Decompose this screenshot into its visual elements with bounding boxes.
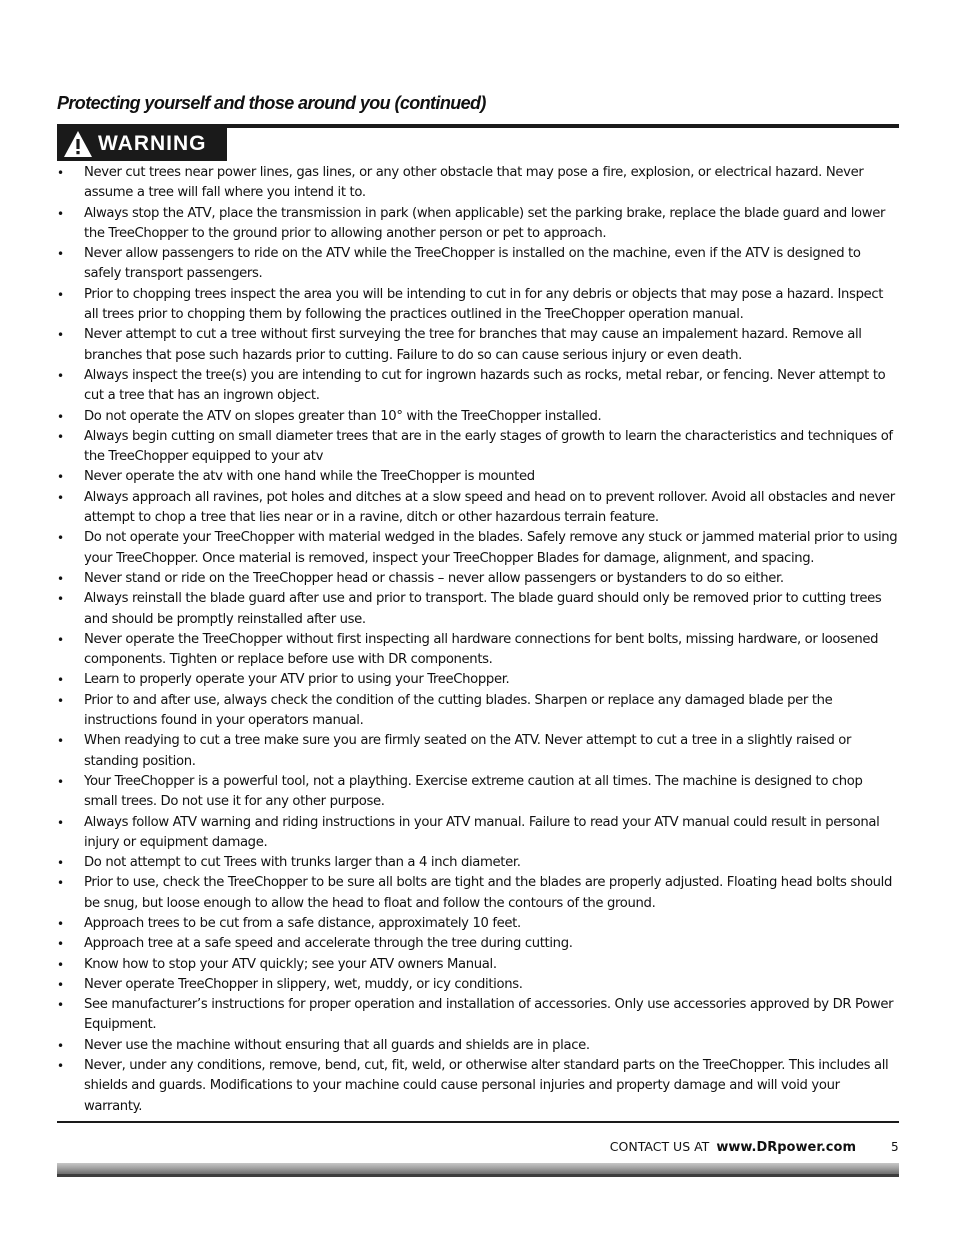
bullet-icon: • [57,1059,64,1074]
bullet-icon: • [57,856,64,871]
bullet-icon: • [57,429,64,444]
bullet-icon: • [57,368,64,383]
warning-item [56,914,898,934]
warning-text: Do not operate the ATV on slopes greater than 10° with the TreeChopper installed. [84,408,602,424]
warning-text: Always inspect the tree(s) you are intending to cut for ingrown hazards such as rocks, metal rebar, or fencing. Never attempt to cut a tree that has an ingrown object. [84,367,886,404]
warning-item [56,366,898,407]
warning-text: Prior to and after use, always check the condition of the cutting blades. Sharpen or replace any damaged blade per the instructions found in your operators manual. [84,692,833,729]
warning-item [56,407,898,427]
warning-item [56,204,898,245]
bullet-icon: • [57,876,64,891]
bullet-icon: • [57,287,64,302]
bullet-icon: • [57,592,64,607]
bullet-icon: • [57,531,64,546]
warning-item [56,873,898,914]
warning-text: Never stand or ride on the TreeChopper head or chassis – never allow passengers or bystanders to do so either. [84,570,784,586]
warning-text: Never cut trees near power lines, gas lines, or any other obstacle that may pose a fire, explosion, or electrical hazard. Never assume a tree will fall where you intend it to. [84,165,864,201]
bullet-icon: • [57,206,64,221]
warning-item [56,955,898,975]
warning-item [56,772,898,813]
warning-triangle-icon [63,130,93,158]
bullet-icon: • [57,328,64,343]
warning-text: Do not attempt to cut Trees with trunks larger than a 4 inch diameter. [84,855,521,871]
warning-text: Never operate TreeChopper in slippery, wet, muddy, or icy conditions. [84,976,523,992]
warning-text: Never, under any conditions, remove, bend, cut, fit, weld, or otherwise alter standard parts on the TreeChopper. This includes all shields and guards. Modifications to your machine could cause personal injuries and property damage and will void your warranty. [84,1058,889,1114]
page-title: Protecting yourself and those around you (continued) [57,93,486,113]
website-link[interactable]: www.DRpower.com [716,1140,856,1155]
warning-item [56,731,898,772]
warning-text: Your TreeChopper is a powerful tool, not a plaything. Exercise extreme caution at all times. The machine is designed to chop small trees. Do not use it for any other purpose. [84,773,863,810]
warning-text: Approach tree at a safe speed and accelerate through the tree during cutting. [84,936,573,952]
warning-text: Prior to chopping trees inspect the area you will be intending to cut in for any debris or objects that may pose a hazard. Inspect all trees prior to chopping them by following the practices outlined in the TreeChopper operation manual. [84,286,884,323]
bullet-icon: • [57,470,64,485]
bullet-icon: • [57,571,64,586]
warning-text: Never use the machine without ensuring that all guards and shields are in place. [84,1037,590,1053]
bullet-icon: • [57,937,64,952]
warning-text: Always reinstall the blade guard after use and prior to transport. The blade guard should only be removed prior to cutting trees and should be promptly reinstalled after use. [84,591,882,627]
warning-text: Always begin cutting on small diameter trees that are in the early stages of growth to learn the characteristics and techniques of the TreeChopper equipped to your atv [84,428,893,465]
warning-item [56,995,898,1036]
bullet-icon: • [57,815,64,830]
warning-item [56,670,898,690]
warning-item [56,1056,898,1117]
warning-item [56,488,898,529]
warning-item [56,853,898,873]
warning-banner [57,127,227,161]
warning-item [56,934,898,954]
footer-contact [610,1139,856,1155]
bullet-icon: • [57,247,64,262]
warning-item [56,427,898,468]
warning-text: When readying to cut a tree make sure you are firmly seated on the ATV. Never attempt to cut a tree in a slightly raised or standing position. [84,733,852,769]
bullet-icon: • [57,490,64,505]
bullet-icon: • [57,977,64,992]
warning-text: Prior to use, check the TreeChopper to be sure all bolts are tight and the blades are properly adjusted. Floating head bolts should be snug, but loose enough to allow the head to float and follow the contours of the ground. [84,875,892,911]
footer-bar [57,1163,899,1177]
warning-item [56,630,898,671]
bullet-icon: • [57,409,64,424]
warning-text: Approach trees to be cut from a safe distance, approximately 10 feet. [84,915,521,931]
page-number: 5 [891,1140,899,1154]
warning-text: Always follow ATV warning and riding instructions in your ATV manual. Failure to read your ATV manual could result in personal injury or equipment damage. [84,814,880,850]
warning-item [56,589,898,630]
bullet-icon: • [57,998,64,1013]
warning-text: Never operate the atv with one hand while the TreeChopper is mounted [84,469,535,485]
bullet-icon: • [57,774,64,789]
warning-text: Never operate the TreeChopper without first inspecting all hardware connections for bent bolts, missing hardware, or loosened components. Tighten or replace before use with DR components. [84,631,879,668]
warning-text: Always stop the ATV, place the transmission in park (when applicable) set the parking brake, replace the blade guard and lower the TreeChopper to the ground prior to allowing another person or pet to approach. [84,205,886,241]
bullet-icon: • [57,166,64,180]
warning-item [56,325,898,366]
warning-item [56,244,898,285]
warning-item [56,975,898,995]
bullet-icon: • [57,632,64,647]
warning-text: Never allow passengers to ride on the ATV while the TreeChopper is installed on the machine, even if the ATV is designed to safely transport passengers. [84,246,861,282]
contact-prefix: CONTACT US AT [609,1139,710,1154]
warning-label: WARNING [98,132,207,155]
warning-item [56,813,898,854]
warning-item [56,285,898,326]
warning-item [56,467,898,487]
bullet-icon: • [57,916,64,931]
warning-item [56,569,898,589]
warning-item [56,528,898,569]
warning-text: Never attempt to cut a tree without first surveying the tree for branches that may cause an impalement hazard. Remove all branches that pose such hazards prior to cutting. Failure to do so can cause serious injury or even death. [84,327,862,363]
warning-text: See manufacturer’s instructions for proper operation and installation of accessories. Only use accessories approved by DR Power Equipment. [84,997,894,1033]
warning-item [56,691,898,732]
bullet-icon: • [57,673,64,688]
bullet-icon: • [57,734,64,749]
warning-item [56,163,898,204]
warning-text: Know how to stop your ATV quickly; see your ATV owners Manual. [84,956,497,972]
warning-text: Learn to properly operate your ATV prior to using your TreeChopper. [84,672,510,688]
warning-text: Always approach all ravines, pot holes and ditches at a slow speed and head on to prevent rollover. Avoid all obstacles and never attempt to chop a tree that lies near or in a ravine, ditch or other hazardous terrain feature. [84,489,895,526]
bullet-icon: • [57,1038,64,1053]
warning-list [56,163,898,1117]
bullet-icon: • [57,693,64,708]
warning-item [56,1036,898,1056]
warning-text: Do not operate your TreeChopper with material wedged in the blades. Safely remove any stuck or jammed material prior to using your TreeChopper. Once material is removed, inspect your TreeChopper Blades for damage, alignment, and spacing. [84,530,898,566]
bullet-icon: • [57,957,64,972]
bottom-rule [57,1121,899,1123]
